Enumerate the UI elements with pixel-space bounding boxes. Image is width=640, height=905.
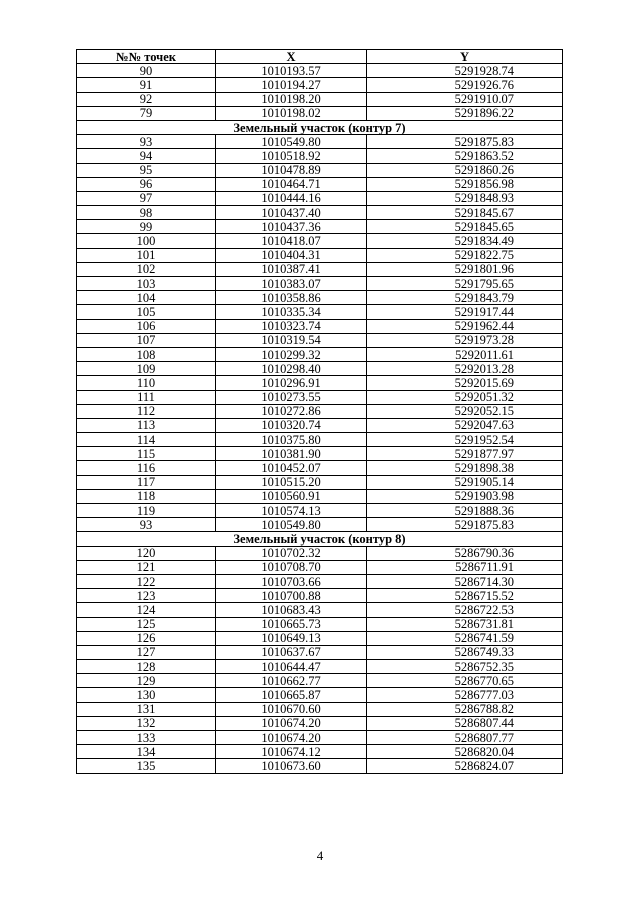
table-row (77, 674, 563, 688)
y-coordinate-cell: 5291848.93 (367, 191, 563, 205)
y-coordinate-cell: 5291875.83 (367, 518, 563, 532)
table-row (77, 220, 563, 234)
table-row (77, 617, 563, 631)
point-number-cell: 90 (77, 64, 216, 78)
x-coordinate-cell: 1010515.20 (216, 475, 367, 489)
table-row (77, 64, 563, 78)
y-coordinate-cell: 5286752.35 (367, 660, 563, 674)
x-coordinate-cell: 1010387.41 (216, 262, 367, 276)
point-number-cell: 109 (77, 362, 216, 376)
y-coordinate-cell: 5291875.83 (367, 135, 563, 149)
y-coordinate-cell: 5291843.79 (367, 291, 563, 305)
table-row (77, 504, 563, 518)
y-coordinate-cell: 5291863.52 (367, 149, 563, 163)
point-number-cell: 110 (77, 376, 216, 390)
y-coordinate-cell: 5292015.69 (367, 376, 563, 390)
y-coordinate-cell: 5291926.76 (367, 78, 563, 92)
table-row (77, 106, 563, 120)
y-coordinate-cell: 5286777.03 (367, 688, 563, 702)
point-number-cell: 115 (77, 447, 216, 461)
table-row (77, 731, 563, 745)
page-number: 4 (316, 848, 324, 863)
table-row (77, 603, 563, 617)
y-coordinate-cell: 5286714.30 (367, 574, 563, 588)
x-coordinate-cell: 1010418.07 (216, 234, 367, 248)
x-coordinate-cell: 1010444.16 (216, 191, 367, 205)
point-number-cell: 119 (77, 504, 216, 518)
coordinates-table (76, 49, 563, 774)
x-coordinate-cell: 1010193.57 (216, 64, 367, 78)
point-number-cell: 130 (77, 688, 216, 702)
table-row (77, 163, 563, 177)
point-number-cell: 113 (77, 418, 216, 432)
y-coordinate-cell: 5286820.04 (367, 745, 563, 759)
point-number-cell: 93 (77, 135, 216, 149)
y-coordinate-cell: 5291845.67 (367, 206, 563, 220)
point-number-cell: 125 (77, 617, 216, 631)
table-row (77, 333, 563, 347)
header-row (77, 50, 563, 64)
point-number-cell: 97 (77, 191, 216, 205)
y-coordinate-cell: 5291928.74 (367, 64, 563, 78)
x-coordinate-cell: 1010323.74 (216, 319, 367, 333)
point-number-cell: 99 (77, 220, 216, 234)
table-row (77, 418, 563, 432)
x-coordinate-cell: 1010381.90 (216, 447, 367, 461)
x-coordinate-cell: 1010437.36 (216, 220, 367, 234)
point-number-cell: 124 (77, 603, 216, 617)
x-coordinate-cell: 1010273.55 (216, 390, 367, 404)
point-number-cell: 94 (77, 149, 216, 163)
y-coordinate-cell: 5286807.44 (367, 716, 563, 730)
x-coordinate-cell: 1010299.32 (216, 347, 367, 361)
y-coordinate-cell: 5286749.33 (367, 645, 563, 659)
y-coordinate-cell: 5291973.28 (367, 333, 563, 347)
y-coordinate-cell: 5286807.77 (367, 731, 563, 745)
table-row (77, 546, 563, 560)
x-coordinate-cell: 1010464.71 (216, 177, 367, 191)
point-number-cell: 112 (77, 404, 216, 418)
y-coordinate-cell: 5291952.54 (367, 433, 563, 447)
header-y: Y (367, 50, 563, 64)
table-row (77, 248, 563, 262)
y-coordinate-cell: 5286770.65 (367, 674, 563, 688)
table-row (77, 560, 563, 574)
y-coordinate-cell: 5286711.91 (367, 560, 563, 574)
table-row (77, 759, 563, 773)
y-coordinate-cell: 5291962.44 (367, 319, 563, 333)
y-coordinate-cell: 5292051.32 (367, 390, 563, 404)
table-row (77, 291, 563, 305)
point-number-cell: 102 (77, 262, 216, 276)
y-coordinate-cell: 5291822.75 (367, 248, 563, 262)
point-number-cell: 108 (77, 347, 216, 361)
point-number-cell: 129 (77, 674, 216, 688)
point-number-cell: 96 (77, 177, 216, 191)
point-number-cell: 120 (77, 546, 216, 560)
table-row (77, 135, 563, 149)
table-row (77, 404, 563, 418)
y-coordinate-cell: 5291896.22 (367, 106, 563, 120)
y-coordinate-cell: 5291898.38 (367, 461, 563, 475)
x-coordinate-cell: 1010298.40 (216, 362, 367, 376)
table-row (77, 461, 563, 475)
y-coordinate-cell: 5286741.59 (367, 631, 563, 645)
x-coordinate-cell: 1010478.89 (216, 163, 367, 177)
table-row (77, 149, 563, 163)
x-coordinate-cell: 1010518.92 (216, 149, 367, 163)
table-row (77, 702, 563, 716)
x-coordinate-cell: 1010549.80 (216, 135, 367, 149)
y-coordinate-cell: 5291860.26 (367, 163, 563, 177)
table-row (77, 347, 563, 361)
point-number-cell: 91 (77, 78, 216, 92)
table-row (77, 78, 563, 92)
y-coordinate-cell: 5291856.98 (367, 177, 563, 191)
table-row (77, 518, 563, 532)
point-number-cell: 128 (77, 660, 216, 674)
table-row (77, 390, 563, 404)
table-row (77, 319, 563, 333)
table-row (77, 191, 563, 205)
table-row (77, 574, 563, 588)
table-row (77, 262, 563, 276)
table-row (77, 716, 563, 730)
point-number-cell: 79 (77, 106, 216, 120)
x-coordinate-cell: 1010319.54 (216, 333, 367, 347)
point-number-cell: 135 (77, 759, 216, 773)
table-row (77, 433, 563, 447)
y-coordinate-cell: 5291910.07 (367, 92, 563, 106)
y-coordinate-cell: 5291917.44 (367, 305, 563, 319)
point-number-cell: 123 (77, 589, 216, 603)
point-number-cell: 116 (77, 461, 216, 475)
y-coordinate-cell: 5291903.98 (367, 489, 563, 503)
point-number-cell: 132 (77, 716, 216, 730)
table-row (77, 589, 563, 603)
table-row (77, 660, 563, 674)
point-number-cell: 101 (77, 248, 216, 262)
x-coordinate-cell: 1010649.13 (216, 631, 367, 645)
point-number-cell: 98 (77, 206, 216, 220)
x-coordinate-cell: 1010375.80 (216, 433, 367, 447)
header-point-number: №№ точек (77, 50, 216, 64)
point-number-cell: 93 (77, 518, 216, 532)
x-coordinate-cell: 1010674.12 (216, 745, 367, 759)
point-number-cell: 105 (77, 305, 216, 319)
point-number-cell: 118 (77, 489, 216, 503)
x-coordinate-cell: 1010296.91 (216, 376, 367, 390)
point-number-cell: 95 (77, 163, 216, 177)
section-row (77, 120, 563, 134)
point-number-cell: 117 (77, 475, 216, 489)
y-coordinate-cell: 5286722.53 (367, 603, 563, 617)
point-number-cell: 100 (77, 234, 216, 248)
table-row (77, 745, 563, 759)
y-coordinate-cell: 5286788.82 (367, 702, 563, 716)
table-row (77, 234, 563, 248)
point-number-cell: 106 (77, 319, 216, 333)
y-coordinate-cell: 5292013.28 (367, 362, 563, 376)
table-row (77, 645, 563, 659)
y-coordinate-cell: 5292047.63 (367, 418, 563, 432)
x-coordinate-cell: 1010674.20 (216, 716, 367, 730)
x-coordinate-cell: 1010665.73 (216, 617, 367, 631)
point-number-cell: 107 (77, 333, 216, 347)
table-row (77, 305, 563, 319)
x-coordinate-cell: 1010683.43 (216, 603, 367, 617)
x-coordinate-cell: 1010198.02 (216, 106, 367, 120)
x-coordinate-cell: 1010644.47 (216, 660, 367, 674)
x-coordinate-cell: 1010560.91 (216, 489, 367, 503)
x-coordinate-cell: 1010673.60 (216, 759, 367, 773)
section-row (77, 532, 563, 546)
x-coordinate-cell: 1010272.86 (216, 404, 367, 418)
table-row (77, 362, 563, 376)
table-row (77, 277, 563, 291)
section-title: Земельный участок (контур 8) (77, 532, 563, 546)
y-coordinate-cell: 5291845.65 (367, 220, 563, 234)
x-coordinate-cell: 1010549.80 (216, 518, 367, 532)
point-number-cell: 92 (77, 92, 216, 106)
x-coordinate-cell: 1010358.86 (216, 291, 367, 305)
y-coordinate-cell: 5286824.07 (367, 759, 563, 773)
y-coordinate-cell: 5291905.14 (367, 475, 563, 489)
x-coordinate-cell: 1010437.40 (216, 206, 367, 220)
y-coordinate-cell: 5291888.36 (367, 504, 563, 518)
table-row (77, 177, 563, 191)
x-coordinate-cell: 1010665.87 (216, 688, 367, 702)
point-number-cell: 131 (77, 702, 216, 716)
x-coordinate-cell: 1010700.88 (216, 589, 367, 603)
x-coordinate-cell: 1010702.32 (216, 546, 367, 560)
table-row (77, 376, 563, 390)
table-row (77, 631, 563, 645)
x-coordinate-cell: 1010383.07 (216, 277, 367, 291)
x-coordinate-cell: 1010198.20 (216, 92, 367, 106)
table-row (77, 206, 563, 220)
point-number-cell: 104 (77, 291, 216, 305)
point-number-cell: 127 (77, 645, 216, 659)
x-coordinate-cell: 1010670.60 (216, 702, 367, 716)
point-number-cell: 111 (77, 390, 216, 404)
header-x: X (216, 50, 367, 64)
y-coordinate-cell: 5286731.81 (367, 617, 563, 631)
x-coordinate-cell: 1010662.77 (216, 674, 367, 688)
y-coordinate-cell: 5291834.49 (367, 234, 563, 248)
x-coordinate-cell: 1010452.07 (216, 461, 367, 475)
x-coordinate-cell: 1010404.31 (216, 248, 367, 262)
table-row (77, 489, 563, 503)
x-coordinate-cell: 1010637.67 (216, 645, 367, 659)
table-row (77, 688, 563, 702)
x-coordinate-cell: 1010708.70 (216, 560, 367, 574)
table-header (77, 50, 563, 64)
y-coordinate-cell: 5292011.61 (367, 347, 563, 361)
point-number-cell: 126 (77, 631, 216, 645)
x-coordinate-cell: 1010320.74 (216, 418, 367, 432)
point-number-cell: 114 (77, 433, 216, 447)
x-coordinate-cell: 1010194.27 (216, 78, 367, 92)
section-title: Земельный участок (контур 7) (77, 120, 563, 134)
x-coordinate-cell: 1010674.20 (216, 731, 367, 745)
y-coordinate-cell: 5291801.96 (367, 262, 563, 276)
y-coordinate-cell: 5286790.36 (367, 546, 563, 560)
point-number-cell: 121 (77, 560, 216, 574)
y-coordinate-cell: 5291795.65 (367, 277, 563, 291)
table-row (77, 475, 563, 489)
table-row (77, 447, 563, 461)
y-coordinate-cell: 5291877.97 (367, 447, 563, 461)
x-coordinate-cell: 1010703.66 (216, 574, 367, 588)
y-coordinate-cell: 5286715.52 (367, 589, 563, 603)
point-number-cell: 122 (77, 574, 216, 588)
table-row (77, 92, 563, 106)
x-coordinate-cell: 1010574.13 (216, 504, 367, 518)
table-body (77, 64, 563, 773)
x-coordinate-cell: 1010335.34 (216, 305, 367, 319)
point-number-cell: 133 (77, 731, 216, 745)
point-number-cell: 134 (77, 745, 216, 759)
point-number-cell: 103 (77, 277, 216, 291)
y-coordinate-cell: 5292052.15 (367, 404, 563, 418)
